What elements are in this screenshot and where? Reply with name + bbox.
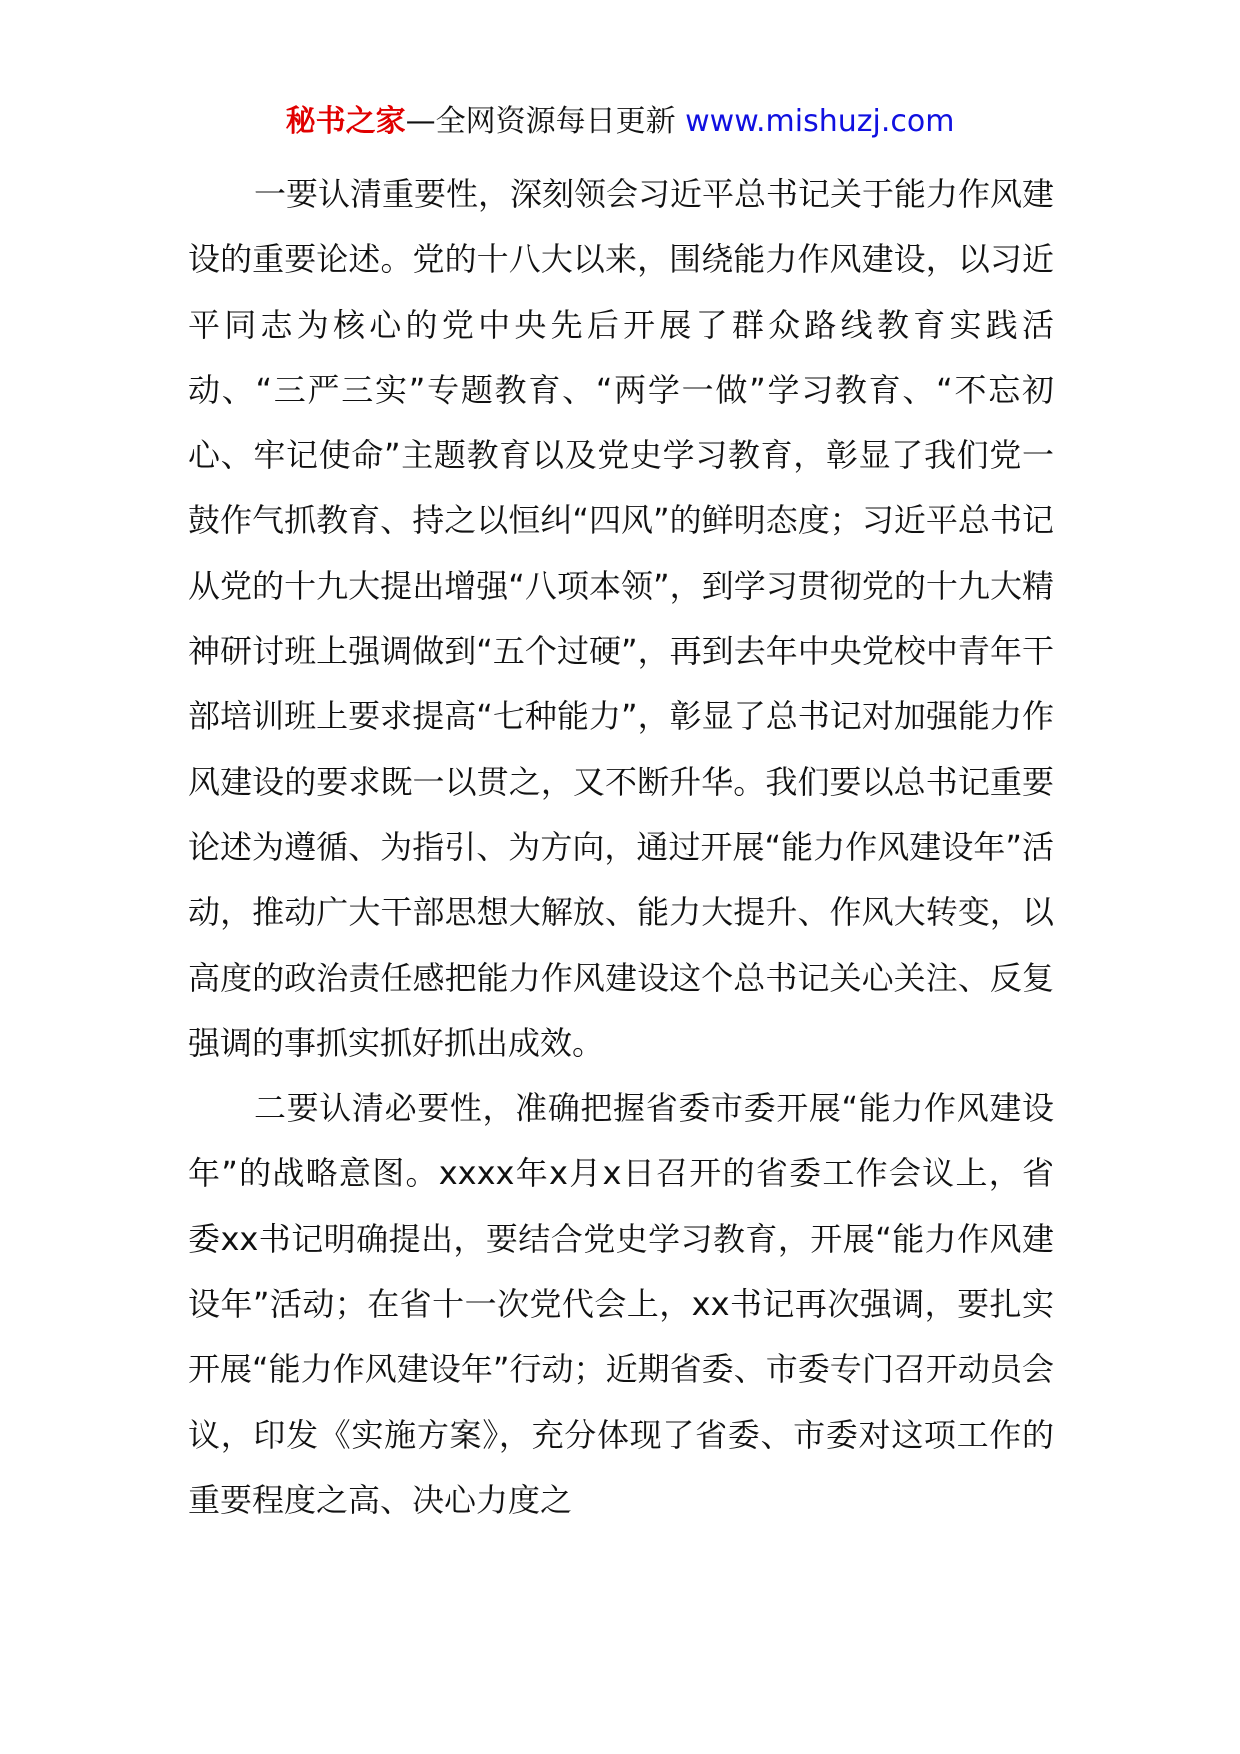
paragraph-1: 一要认清重要性，深刻领会习近平总书记关于能力作风建设的重要论述。党的十八大以来，围绕能力作风建设，以习近平同志为核心的党中央先后开展了群众路线教育实践活动、“三严三实”专题教育、“两学一做”学习教育、“不忘初心、牢记使命”主题教育以及党史学习教育，彰显了我们党一鼓作气抓教育、持之以恒纠“四风”的鲜明态度；习近平总书记从党的十九大提出增强“八项本领”，到学习贯彻党的十九大精神研讨班上强调做到“五个过硬”，再到去年中央党校中青年干部培训班上要求提高“七种能力”，彰显了总书记对加强能力作风建设的要求既一以贯之，又不断升华。我们要以总书记重要论述为遵循、为指引、为方向，通过开展“能力作风建设年”活动，推动广大干部思想大解放、能力大提升、作风大转变，以高度的政治责任感把能力作风建设这个总书记关心关注、反复强调的事抓实抓好抓出成效。	[188, 175, 1055, 1062]
page-header	[0, 100, 1240, 144]
header-tagline: —全网资源每日更新	[405, 104, 686, 139]
paragraph-2: 二要认清必要性，准确把握省委市委开展“能力作风建设年”的战略意图。xxxx年x月x日召开的省委工作会议上，省委xx书记明确提出，要结合党史学习教育，开展“能力作风建设年”活动；在省十一次党代会上，xx书记再次强调，要扎实开展“能力作风建设年”行动；近期省委、市委专门召开动员会议，印发《实施方案》，充分体现了省委、市委对这项工作的重要程度之高、决心力度之	[188, 1089, 1054, 1519]
document-body	[188, 162, 1054, 1533]
brand-name: 秘书之家	[285, 104, 406, 139]
website-url[interactable]: www.mishuzj.com	[685, 104, 955, 139]
